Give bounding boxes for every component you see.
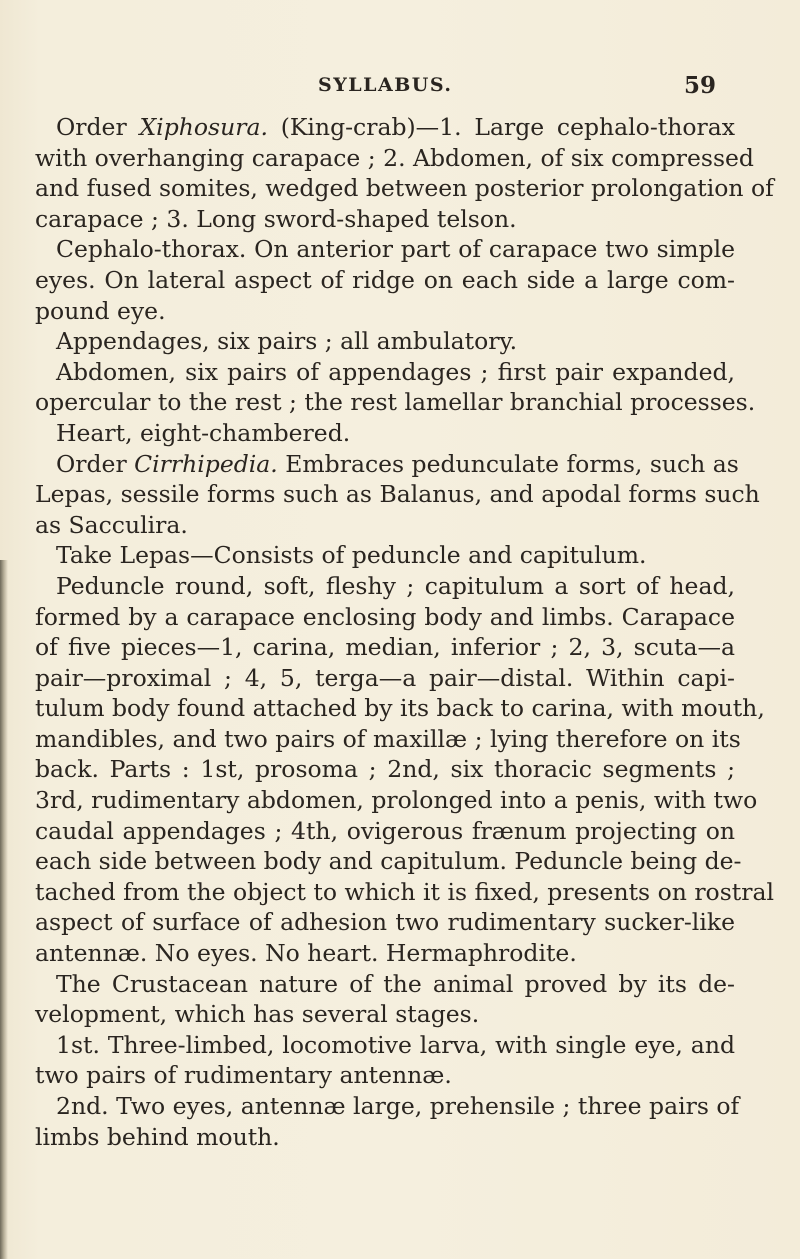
text-line: two pairs of rudimentary antennæ.	[35, 1061, 452, 1090]
text-line: antennæ. No eyes. No heart. Hermaphrodite.	[35, 939, 577, 968]
text-line: Abdomen, six pairs of appendages ; first pair expanded,	[56, 357, 735, 386]
text-line: velopment, which has several stages.	[35, 1000, 480, 1029]
running-head	[0, 74, 800, 104]
text-line: of five pieces—1, carina, median, inferior ; 2, 3, scuta—a	[35, 633, 735, 662]
binding-gutter-shadow	[0, 560, 8, 1259]
taxon-name: Xiphosura.	[139, 113, 268, 141]
running-title: SYLLABUS.	[318, 74, 453, 96]
text-line: mandibles, and two pairs of maxillæ ; lying therefore on its	[35, 724, 741, 753]
text-line: tulum body found attached by its back to carina, with mouth,	[35, 694, 765, 723]
text-line: limbs behind mouth.	[35, 1122, 280, 1151]
text-line: Take Lepas—Consists of peduncle and capitulum.	[56, 541, 647, 570]
text-line: with overhanging carapace ; 2. Abdomen, of six compressed	[35, 143, 754, 172]
text-line: opercular to the rest ; the rest lamellar branchial processes.	[35, 388, 756, 417]
text-line: Peduncle round, soft, fleshy ; capitulum a sort of head,	[56, 571, 735, 600]
text-line: carapace ; 3. Long sword-shaped telson.	[35, 204, 517, 233]
text-line: Heart, eight-chambered.	[56, 418, 351, 447]
text-line: tached from the object to which it is fixed, presents on rostral	[35, 877, 774, 906]
text-line: as Sacculira.	[35, 510, 188, 539]
text-line: Cephalo-thorax. On anterior part of carapace two simple	[56, 235, 735, 264]
body-text	[35, 112, 774, 1152]
text-line: 2nd. Two eyes, antennæ large, prehensile ; three pairs of	[56, 1092, 740, 1120]
text-line: eyes. On lateral aspect of ridge on each side a large com-	[35, 265, 735, 294]
text-line: Lepas, sessile forms such as Balanus, and apodal forms such	[35, 480, 760, 509]
taxon-name: Cirrhipedia.	[134, 449, 278, 478]
text-line: 3rd, rudimentary abdomen, prolonged into a penis, with two	[35, 786, 758, 815]
page-number: 59	[684, 72, 717, 99]
text-line: Order Cirrhipedia. Embraces pedunculate forms, such as	[56, 449, 739, 478]
text-line: pair—proximal ; 4, 5, terga—a pair—distal. Within capi-	[35, 663, 735, 692]
text-line: back. Parts : 1st, prosoma ; 2nd, six thoracic segments ;	[35, 755, 735, 784]
text-line: aspect of surface of adhesion two rudimentary sucker-like	[35, 908, 735, 937]
text-line: and fused somites, wedged between posterior prolongation of	[35, 174, 774, 203]
text-line: caudal appendages ; 4th, ovigerous frænum projecting on	[35, 816, 735, 845]
text-line: Appendages, six pairs ; all ambulatory.	[56, 327, 518, 356]
text-line: The Crustacean nature of the animal proved by its de-	[56, 969, 735, 998]
text-line: pound eye.	[35, 296, 166, 325]
text-line: 1st. Three-limbed, locomotive larva, with single eye, and	[56, 1030, 735, 1059]
text-line: Order Xiphosura. (King-crab)—1. Large cephalo-thorax	[56, 113, 735, 141]
text-line: formed by a carapace enclosing body and limbs. Carapace	[35, 602, 735, 631]
text-line: each side between body and capitulum. Peduncle being de-	[35, 847, 742, 876]
